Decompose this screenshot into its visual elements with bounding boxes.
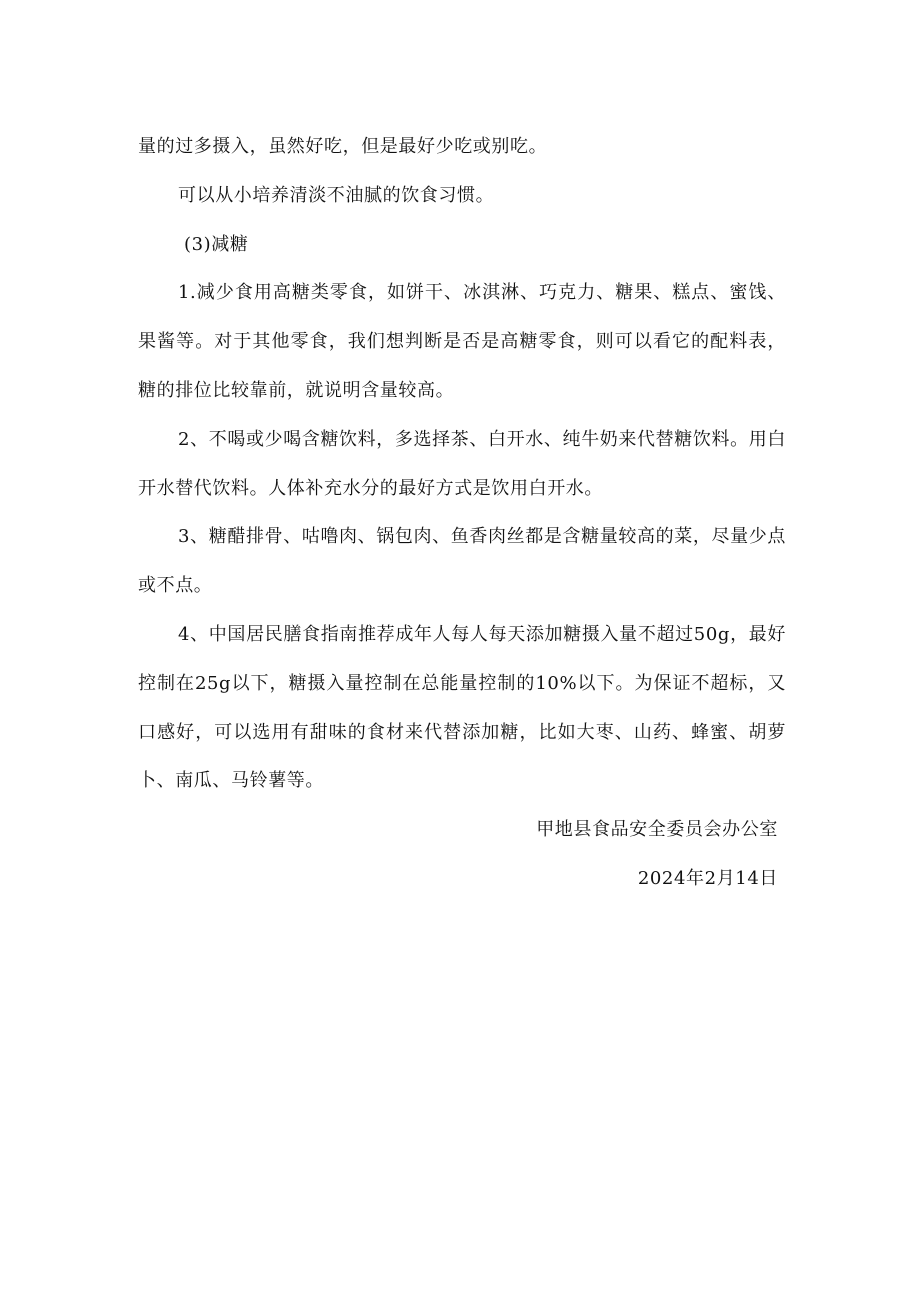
paragraph-habit: 可以从小培养清淡不油腻的饮食习惯。 xyxy=(178,184,495,206)
signature-organization: 甲地县食品安全委员会办公室 xyxy=(536,819,778,841)
paragraph-item-2: 2、不喝或少喝含糖饮料，多选择茶、白开水、纯牛奶来代替糖饮料。用白开水替代饮料。人体补充水分的最好方式是饮用白开水。 xyxy=(138,428,786,499)
paragraph-item-4: 4、中国居民膳食指南推荐成年人每人每天添加糖摄入量不超过50g，最好控制在25g以下，糖摄入量控制在总能量控制的10%以下。为保证不超标，又口感好，可以选用有甜味的食材来代替添加糖，比如大枣、山药、蜂蜜、胡萝卜、南瓜、马铃薯等。 xyxy=(138,623,786,792)
paragraph-item-3: 3、糖醋排骨、咕噜肉、锅包肉、鱼香肉丝都是含糖量较高的菜，尽量少点或不点。 xyxy=(138,526,786,597)
section-heading-reduce-sugar: (3)减糖 xyxy=(184,233,249,255)
document-body xyxy=(138,123,786,904)
paragraph-item-1: 1.减少食用高糖类零食，如饼干、冰淇淋、巧克力、糖果、糕点、蜜饯、果酱等。对于其他零食，我们想判断是否是高糖零食，则可以看它的配料表，糖的排位比较靠前，就说明含量较高。 xyxy=(138,282,786,401)
signature-date: 2024年2月14日 xyxy=(637,867,778,889)
paragraph-continuation: 量的过多摄入，虽然好吃，但是最好少吃或别吃。 xyxy=(138,136,548,157)
